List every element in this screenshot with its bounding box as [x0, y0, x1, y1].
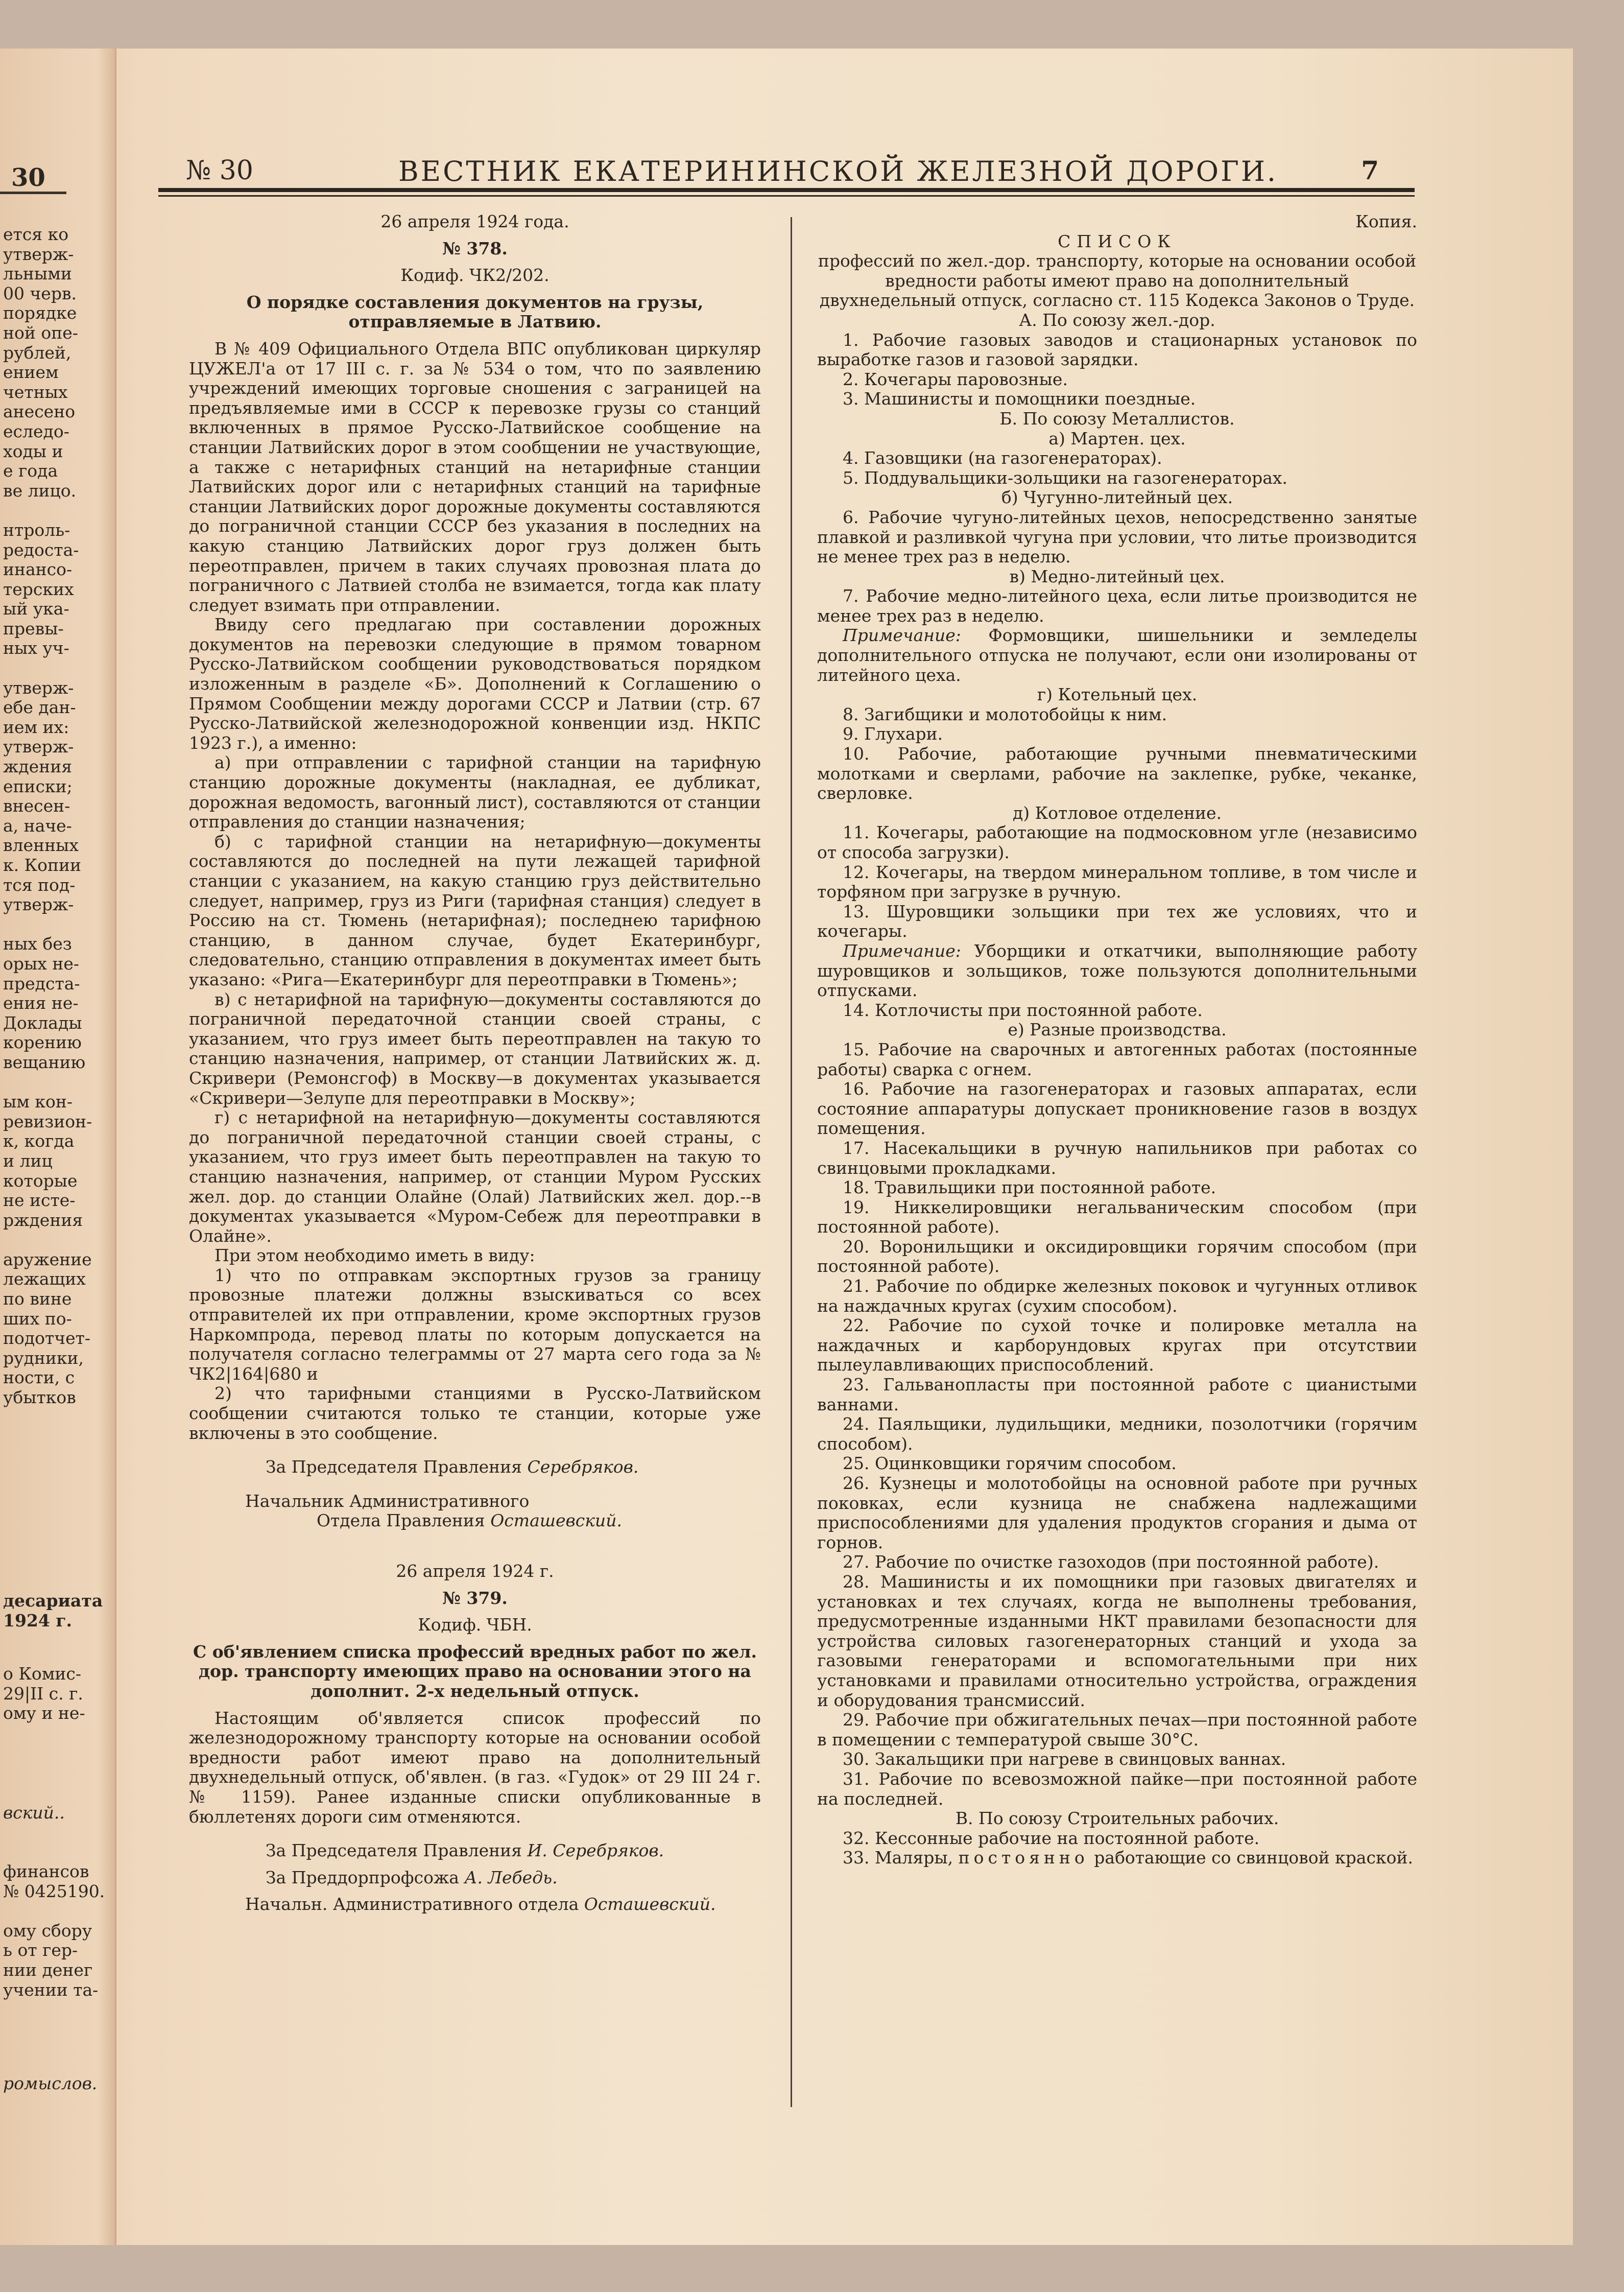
list-item: 15. Рабочие на сварочных и автогенных работах (постоянные работы) сварка с огнем. — [817, 1039, 1417, 1079]
strip-line: убытков — [3, 1387, 76, 1408]
strip-text-block-a — [3, 225, 113, 1408]
strip-line — [3, 915, 113, 935]
strip-signature-c: ромыслов. — [3, 2074, 98, 2093]
list-item: 33. Маляры, постоянно работающие со свинцовой краской. — [843, 1848, 1413, 1868]
order-379-paragraph: Настоящим об'является список профессий по железнодорожному транспорту которые на основании особой вредности работ имеют право на дополнительный двухнедельный отпуск, об'явлен. (в газ. «Гудок» от 29 III 24 г. № 1159). Ранее изданные списки опубликованные в бюллетенях дороги сим отменяются. — [189, 1708, 761, 1827]
header-rule-thin — [158, 195, 1415, 197]
strip-line: ших по- — [3, 1308, 72, 1329]
order-379-date: 26 апреля 1924 г. — [396, 1561, 554, 1581]
list-item: 27. Рабочие по очистке газоходов (при постоянной работе). — [843, 1552, 1379, 1572]
strip-line: и лиц — [3, 1150, 53, 1171]
strip-line: превы- — [3, 618, 64, 639]
strip-line — [3, 1073, 113, 1093]
list-item: 24. Паяльщики, лудильщики, медники, позолотчики (горячим способом). — [817, 1414, 1417, 1454]
list-title: СПИСОК — [1058, 231, 1177, 251]
list-item: 11. Кочегары, работающие на подмосковном угле (независимо от способа загрузки). — [817, 822, 1417, 862]
list-item: 7. Рабочие медно-литейного цеха, если литье производится не менее трех раз в неделю. — [817, 586, 1417, 626]
strip-line: вленных — [3, 835, 79, 856]
strip-line: ности, с — [3, 1367, 75, 1388]
list-item: 3. Машинисты и помощники поездные. — [843, 389, 1196, 409]
strip-line — [3, 501, 113, 521]
strip-line: орых не- — [3, 953, 80, 974]
strip-text-block-c — [3, 1862, 113, 2000]
strip-line: учении та- — [3, 1979, 99, 2000]
strip-line: ием их: — [3, 717, 69, 737]
list-item: 19. Никкелировщики негальваническим способом (при постоянной работе). — [817, 1197, 1417, 1237]
order-379-code: Кодиф. ЧБН. — [418, 1615, 532, 1635]
order-378-date: 26 апреля 1924 года. — [380, 211, 569, 231]
list-item: 22. Рабочие по сухой точке и полировке металла на наждачных и карборундовых кругах при отсутствии пылеулавливающих приспособлений. — [817, 1315, 1417, 1375]
issue-number: № 30 — [186, 155, 253, 186]
strip-decree-title: десариата 1924 г. — [3, 1591, 103, 1631]
strip-line: ым кон- — [3, 1092, 73, 1112]
strip-line: инансо- — [3, 559, 73, 580]
list-item: 30. Закальщики при нагреве в свинцовых ваннах. — [843, 1749, 1286, 1769]
order-378-code: Кодиф. ЧК2/202. — [400, 265, 550, 286]
list-note: Примечание: Уборщики и откатчики, выполняющие работу шуровщиков и зольщиков, тоже пользуются дополнительными отпусками. — [817, 940, 1417, 1001]
order-378-heading: О порядке составления документов на грузы, отправляемые в Латвию. — [246, 292, 704, 332]
list-item: 14. Котлочисты при постоянной работе. — [843, 1000, 1203, 1020]
list-item: 29. Рабочие при обжигательных печах—при постоянной работе в помещении с температурой свыше 30°С. — [817, 1710, 1417, 1750]
list-item: 23. Гальванопласты при постоянной работе с цианистыми ваннами. — [817, 1375, 1417, 1414]
strip-line: ь от гер- — [3, 1940, 78, 1960]
list-item: 12. Кочегары, на твердом минеральном топливе, в том числе и торфяном при загрузке в ручную. — [817, 862, 1417, 902]
list-item: 28. Машинисты и их помощники при газовых двигателях и установках и тех случаях, когда не выполнены требования, предусмотренные изданными НКТ правилами безопасности для устройства силовых газогенераторных станций и ухода за газовыми генераторами и вспомогательными при них установками и правилами относительно устройства, ограждения и оборудования трансмиссий. — [817, 1571, 1417, 1710]
copy-label: Копия. — [1355, 211, 1417, 231]
list-item: 17. Насекальщики в ручную напильников при работах со свинцовыми прокладками. — [817, 1138, 1417, 1178]
list-item: 5. Поддувальщики-зольщики на газогенераторах. — [843, 467, 1288, 488]
strip-line — [3, 658, 113, 678]
strip-line: корению — [3, 1032, 82, 1053]
subsection-heading: а) Мартен. цех. — [1048, 428, 1186, 448]
strip-line: ебе дан- — [3, 697, 76, 718]
page-number: 7 — [1361, 155, 1379, 185]
strip-line: ому сбору — [3, 1920, 92, 1941]
strip-line: ения не- — [3, 993, 79, 1013]
subsection-heading: г) Котельный цех. — [1037, 684, 1198, 705]
list-item: 21. Рабочие по обдирке железных поковок и чугунных отливок на наждачных кругах (сухим способом). — [817, 1276, 1417, 1316]
strip-line: еписки; — [3, 776, 73, 796]
strip-line: нии денег — [3, 1959, 93, 1980]
strip-line: ому и не- — [3, 1703, 85, 1723]
strip-line: е года — [3, 461, 58, 481]
list-item: 6. Рабочие чугуно-литейных цехов, непосредственно занятые плавкой и разливкой чугуна при условии, что литье производится не менее трех раз в неделю. — [817, 507, 1417, 567]
order-378-item-g: г) с нетарифной на нетарифную—документы составляются до пограничной передаточной станции своей страны, с указанием, что груз имеет быть переотправлен на такую то станцию назначения, например, от станции Муром Русских жел. дор. до станции Олайне (Олай) Латвийских жел. дор.--в документах указывается «Муром-Себеж для переотправки в Олайне». — [189, 1107, 761, 1246]
strip-line: четных — [3, 382, 68, 402]
strip-line: внесен- — [3, 796, 70, 816]
strip-line: ый ука- — [3, 599, 69, 619]
list-item: 32. Кессонные рабочие на постоянной работе. — [843, 1828, 1260, 1848]
previous-page-rule — [0, 192, 66, 194]
strip-line: вещанию — [3, 1052, 86, 1072]
strip-line: утверж- — [3, 894, 74, 915]
order-378-paragraph: Ввиду сего предлагаю при составлении дорожных документов на перевозки следующие в прямом товарном Русско-Латвийском сообщении руководствоваться порядком изложенным в разделе «Б». Дополнений к Соглашению о Прямом Сообщении между дорогами СССР и Латвии (стр. 67 Русско-Латвийской железнодорожной конвенции изд. НКПС 1923 г.), а именно: — [189, 615, 761, 753]
strip-line: ных без — [3, 934, 72, 954]
order-379-number: № 379. — [442, 1588, 508, 1608]
order-378-point-1: 1) что по отправкам экспортных грузов за границу провозные платежи должны взыскиваться со всех отправителей их при отправлении, кроме экспортных грузов Наркомпрода, перевод платы по которым допускается на получателя согласно телеграммы от 27 марта сего года за № ЧК2|164|680 и — [189, 1265, 761, 1384]
list-item: 20. Воронильщики и оксидировщики горячим способом (при постоянной работе). — [817, 1236, 1417, 1277]
list-note: Примечание: Формовщики, шишельники и земледелы дополнительного отпуска не получают, если они изолированы от литейного цеха. — [817, 625, 1418, 685]
strip-text-block-b — [3, 1664, 113, 1723]
subsection-heading: б) Чугунно-литейный цех. — [1001, 487, 1233, 508]
strip-line: льными — [3, 264, 72, 284]
strip-line: ходы и — [3, 441, 63, 461]
order-378-signature-1: За Председателя Правления Серебряков. — [266, 1457, 639, 1477]
header-rule-thick — [158, 188, 1415, 192]
strip-line: тся под- — [3, 875, 76, 895]
strip-line — [3, 1901, 113, 1921]
left-column — [189, 212, 761, 1915]
strip-line: к, когда — [3, 1131, 75, 1151]
list-intro: профессий по жел.-дор. транспорту, которые на основании особой вредности работы имеют право на дополнительный двухнедельный отпуск, согласно ст. 115 Кодекса Законов о Труде. — [818, 251, 1417, 311]
strip-line: № 0425190. — [3, 1881, 105, 1901]
strip-line: 29|II с. г. — [3, 1683, 83, 1704]
strip-line: терских — [3, 579, 74, 599]
strip-line — [3, 1230, 113, 1250]
subsection-heading: д) Котловое отделение. — [1012, 802, 1222, 823]
strip-line: не исте- — [3, 1190, 76, 1211]
strip-line: Доклады — [3, 1012, 82, 1033]
strip-line: нтроль- — [3, 519, 70, 540]
order-378-signature-2: Отдела Правления Осташевский. — [317, 1510, 622, 1531]
strip-line: которые — [3, 1170, 78, 1191]
order-379-signature-1: За Председателя Правления И. Серебряков. — [266, 1840, 664, 1861]
list-item: 26. Кузнецы и молотобойцы на основной работе при ручных поковках, если кузница не снабжена надлежащими приспособлениями для удаления продуктов сгорания и дыма от горнов. — [817, 1473, 1417, 1552]
list-item: 10. Рабочие, работающие ручными пневматическими молотками и сверлами, рабочие на заклепке, рубке, чеканке, сверловке. — [817, 744, 1417, 804]
list-item: 13. Шуровщики зольщики при тех же условиях, что и кочегары. — [817, 901, 1417, 941]
list-item: 18. Травильщики при постоянной работе. — [843, 1177, 1216, 1198]
list-item: 2. Кочегары паровозные. — [843, 369, 1068, 389]
strip-line: предста- — [3, 973, 80, 994]
list-item: 16. Рабочие на газогенераторах и газовых аппаратах, если состояние аппаратуры допускает проникновение газов в воздух помещения. — [817, 1079, 1417, 1139]
strip-line: еследо- — [3, 421, 69, 441]
strip-line: утверж- — [3, 677, 74, 698]
subsection-heading: е) Разные производства. — [1008, 1020, 1227, 1040]
strip-line: утверж- — [3, 737, 74, 757]
right-column — [817, 212, 1417, 1868]
order-378-item-v: в) с нетарифной на тарифную—документы составляются до пограничной передаточной станции своей страны, с указанием, что груз имеет быть переотправлен на такую то станцию назначения, например, от станции Латвийских ж. д. Скривери (Ремонсгоф) в Москву—в документах указывается «Скривери—Зелупе для переотправки в Москву»; — [189, 989, 761, 1108]
strip-line: финансов — [3, 1862, 89, 1881]
list-item: 31. Рабочие по всевозможной пайке—при постоянной работе на последней. — [817, 1768, 1417, 1809]
order-378-paragraph: В № 409 Официального Отдела ВПС опубликован циркуляр ЦУЖЕЛ'а от 17 III с. г. за № 534 о том, что по заявлению учреждений имеющих торговые сношения с заграницей на предъявляемые ими в СССР к перевозке грузы со станций включенных в прямое Русско-Латвийское сообщение на станции Латвийских дорог в этом сообщении не участвующие, а также с нетарифных станций на нетарифные станции Латвийских дорог или с нетарифных станций на тарифные станции Латвийских дорог дорожные документы составляются до пограничной станции СССР без указания в последних на какую станцию Латвийских дорог груз должен быть переотправлен, причем в таких случаях провозная плата до пограничного с Латвией столба не взимается, тогда как плату следует взимать при отправлении. — [189, 338, 761, 615]
list-item: 25. Оцинковщики горячим способом. — [843, 1453, 1177, 1474]
strip-line: ждения — [3, 757, 73, 777]
strip-line: по вине — [3, 1289, 72, 1309]
order-379-signature-3: Начальн. Административного отдела Осташевский. — [245, 1894, 716, 1915]
strip-line: рудники, — [3, 1348, 84, 1368]
list-item: 4. Газовщики (на газогенераторах). — [843, 448, 1162, 468]
order-379-signature-2: За Преддорпрофсожа А. Лебедь. — [266, 1867, 558, 1887]
newspaper-title: ВЕСТНИК ЕКАТЕРИНИНСКОЙ ЖЕЛЕЗНОЙ ДОРОГИ. — [398, 155, 1278, 187]
strip-line: подотчет- — [3, 1328, 91, 1349]
strip-line: о Комис- — [3, 1664, 82, 1684]
section-heading: А. По союзу жел.-дор. — [1019, 310, 1215, 330]
strip-line: а, наче- — [3, 815, 72, 836]
strip-line: анесено — [3, 401, 76, 422]
strip-line: к. Копии — [3, 855, 81, 875]
section-heading: Б. По союзу Металлистов. — [999, 408, 1235, 429]
order-378-point-2: 2) что тарифными станциями в Русско-Латвийском сообщении считаются только те станции, которые уже включены в это сообщение. — [189, 1383, 761, 1443]
strip-line: рублей, — [3, 342, 71, 363]
strip-line: рждения — [3, 1210, 83, 1230]
strip-line: ревизион- — [3, 1111, 92, 1131]
strip-line: утверж- — [3, 244, 74, 264]
order-379-heading: С об'явлением списка профессий вредных работ по жел. дор. транспорту имеющих право на основании этого на дополнит. 2-х недельный отпуск. — [193, 1641, 757, 1701]
order-378-number: № 378. — [442, 238, 508, 258]
list-item: 9. Глухари. — [843, 724, 943, 744]
strip-line: порядке — [3, 303, 77, 323]
column-divider — [791, 217, 792, 2107]
order-378-paragraph: При этом необходимо иметь в виду: — [214, 1245, 535, 1266]
order-378-item-a: а) при отправлении с тарифной станции на тарифную станцию дорожные документы (накладная, ее дубликат, дорожная ведомость, вагонный лист), составляются от станции отправления до станции назначения; — [189, 752, 761, 832]
strip-line: ве лицо. — [3, 480, 77, 501]
list-item: 8. Загибщики и молотобойцы к ним. — [843, 704, 1167, 724]
strip-line: аружение — [3, 1249, 92, 1269]
strip-line: 00 черв. — [3, 283, 77, 303]
strip-line: ется ко — [3, 225, 69, 244]
list-item: 1. Рабочие газовых заводов и стационарных установок по выработке газов и газовой зарядки. — [817, 329, 1417, 370]
order-378-item-b: б) с тарифной станции на нетарифную—документы составляются до последней на пути лежащей тарифной станции с указанием, на какую станцию груз действительно следует, например, груз из Риги (тарифная станция) следует в Россию на ст. Тюмень (нетарифная); последнею тарифною станцию, в данном случае, будет Екатеринбург, следовательно, станцию отправления в документах имеет быть указано: «Рига—Екатеринбург для переотправки в Тюмень»; — [189, 831, 761, 989]
subsection-heading: в) Медно-литейный цех. — [1009, 566, 1225, 586]
strip-line: ением — [3, 362, 59, 383]
page-header — [158, 148, 1415, 186]
strip-line: лежащих — [3, 1269, 86, 1289]
strip-line: редоста- — [3, 539, 79, 560]
previous-page-number: 30 — [11, 163, 45, 192]
section-heading: В. По союзу Строительных рабочих. — [955, 1808, 1279, 1829]
strip-signature-b: вский.. — [3, 1803, 65, 1823]
order-378-signature-2-label: Начальник Административного — [245, 1491, 530, 1511]
strip-line: ных уч- — [3, 638, 69, 658]
strip-line: ной опе- — [3, 322, 78, 343]
